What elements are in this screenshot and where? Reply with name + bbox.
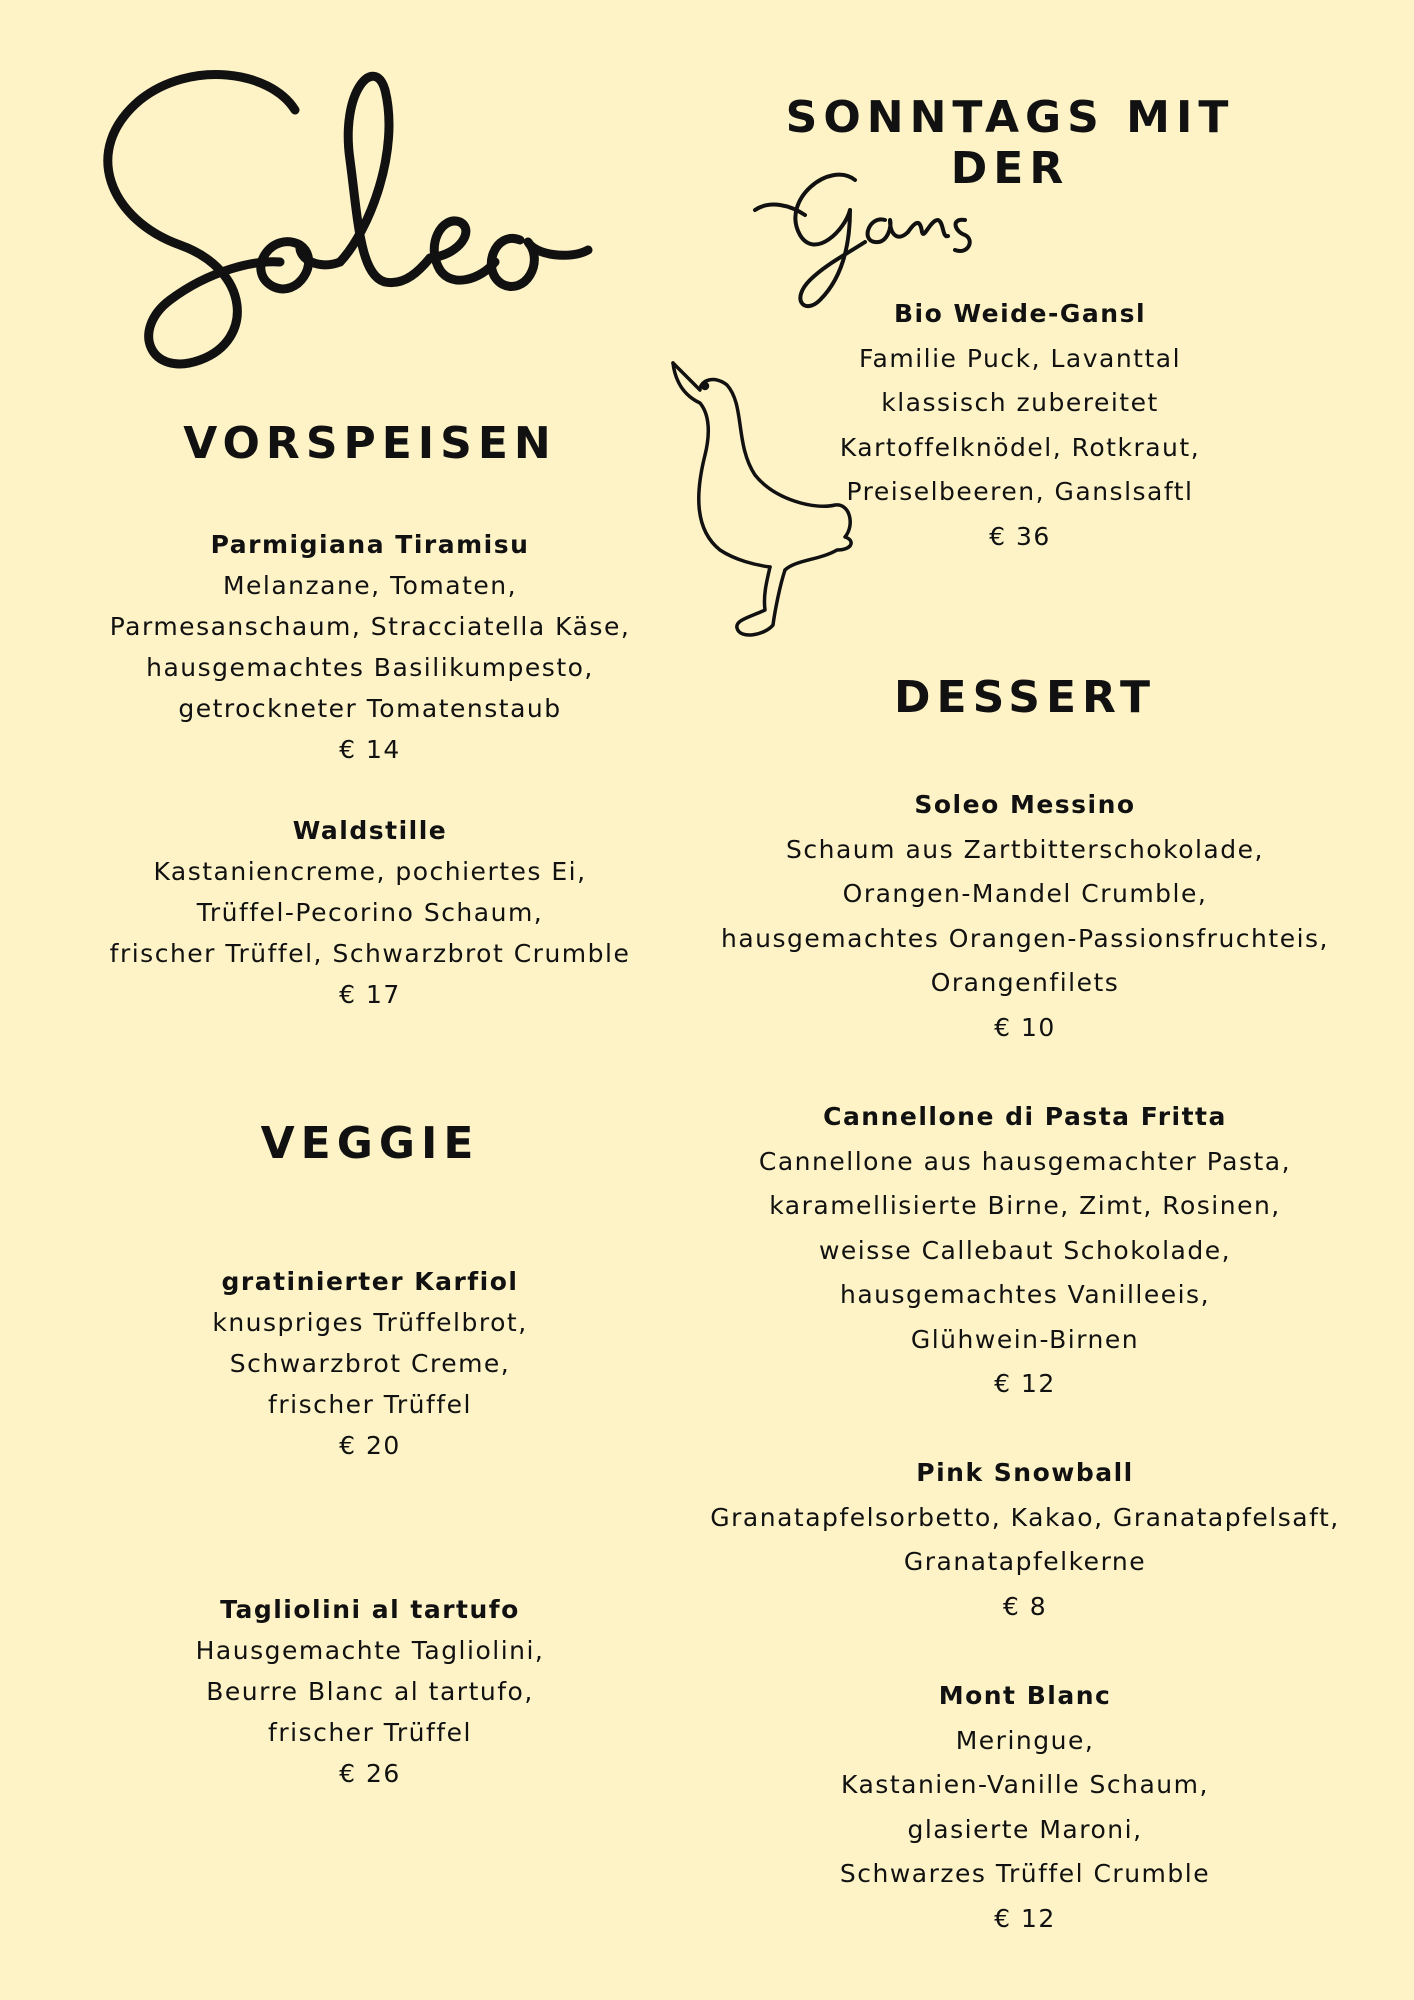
menu-item-line: hausgemachtes Vanilleeis, — [839, 1280, 1211, 1309]
menu-item-line: knuspriges Trüffelbrot, — [212, 1308, 528, 1337]
menu-item-line: Cannellone aus hausgemachter Pasta, — [758, 1146, 1292, 1176]
menu-item-price: € 26 — [339, 1759, 401, 1788]
menu-item-name: Cannellone di Pasta Fritta — [823, 1102, 1227, 1131]
menu-item-line: frischer Trüffel, Schwarzbrot Crumble — [109, 939, 631, 968]
menu-item-price: € 12 — [994, 1903, 1056, 1933]
menu-item-line: Orangenfilets — [930, 968, 1120, 997]
special-item-line: klassisch zubereitet — [881, 388, 1159, 417]
special-headline: SONNTAGS MIT DER — [785, 92, 1235, 194]
menu-item-name: Waldstille — [292, 816, 448, 845]
menu-item-line: Trüffel-Pecorino Schaum, — [196, 898, 544, 927]
menu-item-line: karamellisierte Birne, Zimt, Rosinen, — [769, 1191, 1281, 1220]
menu-item-line: glasierte Maroni, — [907, 1814, 1143, 1844]
menu-item-line: Granatapfelsorbetto, Kakao, Granatapfelsaft, — [710, 1502, 1340, 1532]
special-item-line: Preiselbeeren, Ganslsaftl — [846, 477, 1194, 506]
menu-item — [90, 810, 650, 1015]
soleo-logo — [40, 30, 620, 390]
menu-item-price: € 10 — [994, 1012, 1056, 1042]
menu-item-line: hausgemachtes Orangen-Passionsfruchteis, — [721, 923, 1329, 953]
special-item — [780, 292, 1260, 559]
menu-item-line: getrockneter Tomatenstaub — [178, 694, 562, 723]
special-item-line: Kartoffelknödel, Rotkraut, — [839, 432, 1201, 462]
section-title-dessert: DESSERT — [894, 672, 1156, 723]
menu-item-line: hausgemachtes Basilikumpesto, — [146, 653, 594, 682]
special-item-price: € 36 — [989, 521, 1051, 551]
menu-item-name: Pink Snowball — [916, 1458, 1134, 1487]
menu-item — [710, 783, 1340, 1050]
menu-item-line: Hausgemachte Tagliolini, — [195, 1636, 545, 1665]
menu-item-line: Schwarzbrot Creme, — [229, 1349, 511, 1378]
menu-item-line: Beurre Blanc al tartufo, — [206, 1677, 534, 1706]
menu-item — [710, 1674, 1340, 1941]
menu-item-price: € 8 — [1002, 1591, 1048, 1621]
menu-item-line: Meringue, — [955, 1725, 1095, 1755]
section-title-vorspeisen: VORSPEISEN — [183, 418, 557, 469]
menu-item-name: Tagliolini al tartufo — [220, 1595, 520, 1624]
menu-item — [710, 1095, 1340, 1407]
menu-item — [90, 524, 650, 770]
menu-item-name: Soleo Messino — [914, 790, 1136, 819]
menu-item-price: € 14 — [339, 735, 401, 764]
gans-script-text: Gans — [750, 160, 753, 161]
menu-item-price: € 17 — [339, 980, 401, 1009]
menu-item-price: € 20 — [339, 1431, 401, 1460]
menu-item-line: Kastaniencreme, pochiertes Ei, — [153, 857, 587, 886]
menu-item-price: € 12 — [994, 1369, 1056, 1398]
menu-item-line: Glühwein-Birnen — [910, 1324, 1140, 1354]
menu-item-name: Mont Blanc — [938, 1681, 1112, 1710]
menu-item-name: gratinierter Karfiol — [221, 1267, 519, 1296]
menu-item-line: frischer Trüffel — [268, 1718, 472, 1747]
menu-item-line: weisse Callebaut Schokolade, — [818, 1235, 1232, 1265]
menu-item-line: Granatapfelkerne — [903, 1547, 1147, 1576]
special-item-name: Bio Weide-Gansl — [893, 299, 1147, 328]
menu-item-line: frischer Trüffel — [268, 1390, 472, 1419]
section-title-veggie: VEGGIE — [260, 1118, 480, 1169]
menu-item-line: Melanzane, Tomaten, — [222, 571, 518, 600]
menu-item-name: Parmigiana Tiramisu — [210, 530, 530, 559]
menu-item-line: Kastanien-Vanille Schaum, — [841, 1770, 1209, 1799]
menu-item — [90, 1261, 650, 1466]
menu-item — [710, 1451, 1340, 1629]
menu-item-line: Parmesanschaum, Stracciatella Käse, — [109, 612, 631, 641]
special-item-line: Familie Puck, Lavanttal — [858, 343, 1182, 373]
menu-item-line: Schaum aus Zartbitterschokolade, — [786, 834, 1264, 864]
menu-item — [90, 1589, 650, 1794]
menu-item-line: Orangen-Mandel Crumble, — [842, 879, 1208, 908]
menu-item-line: Schwarzes Trüffel Crumble — [839, 1859, 1211, 1888]
